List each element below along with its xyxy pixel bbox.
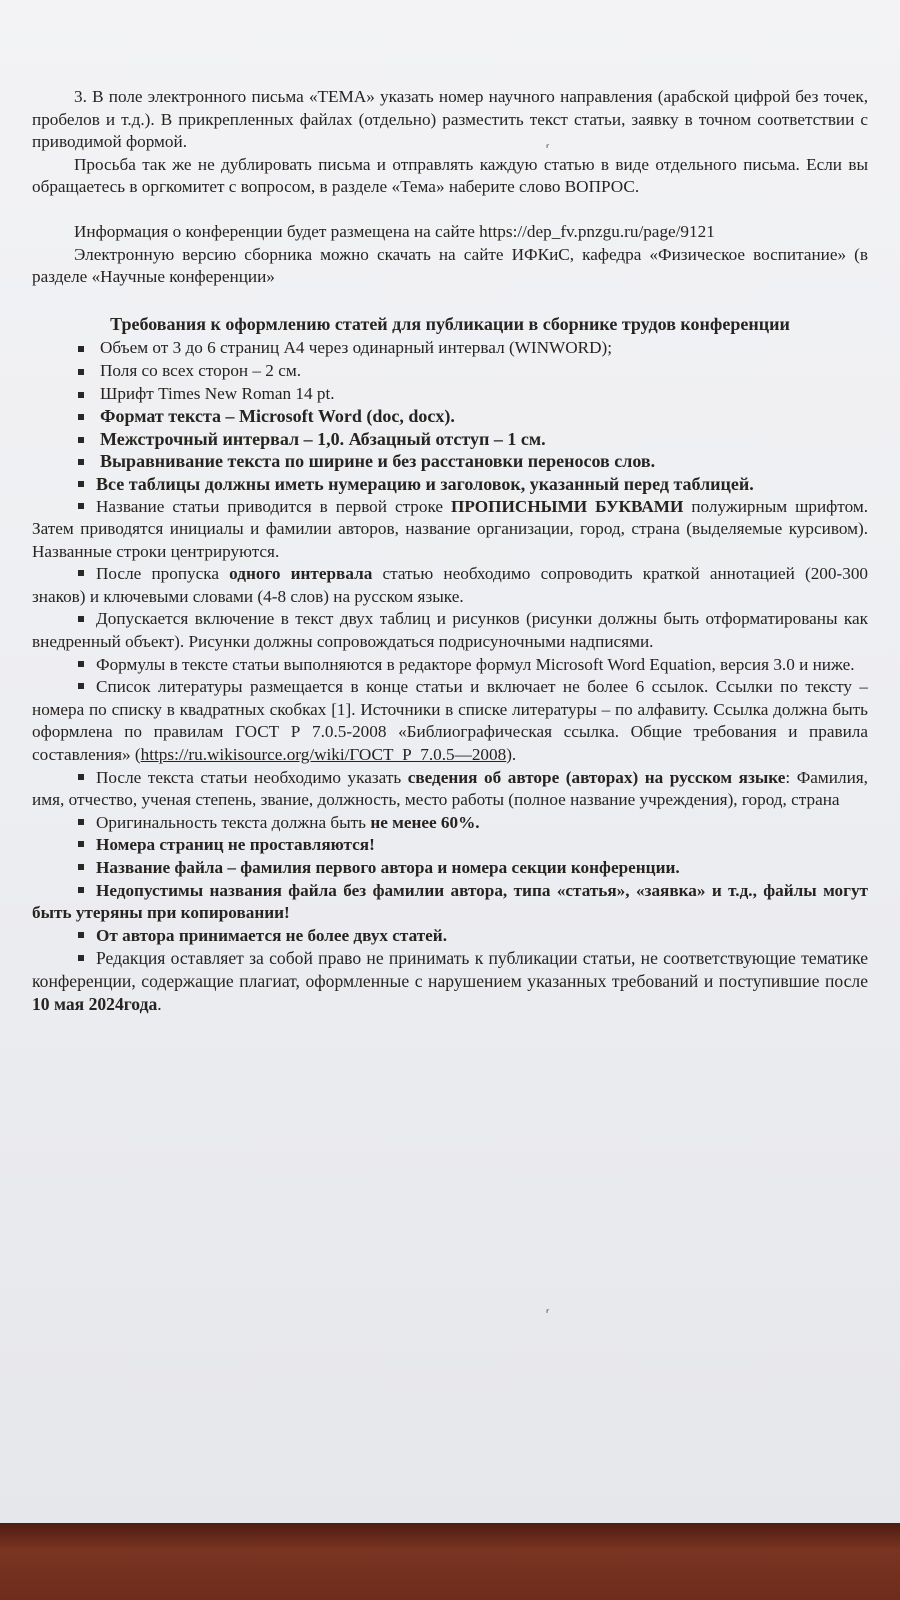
bullet-icon xyxy=(78,369,84,375)
bullet-icon xyxy=(78,503,84,509)
list-item-text: Межстрочный интервал – 1,0. Абзацный отступ – 1 см. xyxy=(100,428,546,449)
list-item xyxy=(32,450,868,473)
list-item-text: Все таблицы должны иметь нумерацию и заголовок, указанный перед таблицей. xyxy=(96,473,754,494)
list-item-text: Объем от 3 до 6 страниц А4 через одинарный интервал (WINWORD); xyxy=(100,338,613,358)
list-item-text: Формулы в тексте статьи выполняются в редакторе формул Microsoft Word Equation, версия 3.0 и ниже. xyxy=(96,654,855,674)
list-item: Название статьи приводится в первой строке ПРОПИСНЫМИ БУКВАМИ полужирным шрифтом. Затем приводятся инициалы и фамилии авторов, название организации, город, страна (выделяемые курсивом). Названные строки центрируются. xyxy=(32,496,869,561)
bullet-icon xyxy=(78,887,84,893)
bullet-icon xyxy=(78,819,84,825)
bullet-icon xyxy=(78,841,84,847)
bullet-icon xyxy=(78,616,84,622)
bullet-icon xyxy=(78,955,84,961)
bullet-icon xyxy=(78,683,84,689)
bullet-icon xyxy=(78,661,84,667)
list-item: Редакция оставляет за собой право не принимать к публикации статьи, не соответствующие тематике конференции, содержащие плагиат, оформленные с нарушением указанных требований и поступившие после 10 мая 2024года. xyxy=(32,948,868,1014)
list-item: После текста статьи необходимо указать сведения об авторе (авторах) на русском языке: Фамилия, имя, отчество, ученая степень, звание, должность, место работы (полное название учреждения), город, страна xyxy=(32,767,868,810)
list-item-text: Название файла – фамилия первого автора и номера секции конференции. xyxy=(96,858,680,877)
bullet-icon xyxy=(78,392,84,398)
list-item: Список литературы размещается в конце статьи и включает не более 6 ссылок. Ссылки по тексту – номера по списку в квадратных скобках [1]. Источники в списке литературы – по алфавиту. Ссылка должна быть оформлена по правилам ГОСТ Р 7.0.5-2008 «Библиографическая ссылка. Общие требования и правила составления» (https://ru.wikisource.org/wiki/ГОСТ_Р_7.0.5—2008). xyxy=(32,677,868,765)
list-item-text: От автора принимается не более двух статей. xyxy=(96,925,448,945)
list-item xyxy=(32,834,868,857)
bullet-icon xyxy=(78,414,84,420)
bullet-icon xyxy=(78,932,84,938)
paragraph-no-duplicates: Просьба так же не дублировать письма и отправлять каждую статью в виде отдельного письма. Если вы обращаетесь в оргкомитет с вопросом, в разделе «Тема» наберите слово ВОПРОС. xyxy=(32,154,868,197)
pen-mark: ʳ xyxy=(546,1306,550,1320)
bullet-icon xyxy=(78,864,84,870)
bullet-icon xyxy=(78,774,84,780)
list-item: Оригинальность текста должна быть не менее 60%. xyxy=(32,812,868,835)
list-item xyxy=(32,473,868,496)
list-item xyxy=(32,608,868,653)
list-item xyxy=(32,925,868,948)
bullet-icon xyxy=(78,346,84,352)
desk-surface xyxy=(0,1523,900,1600)
list-item xyxy=(32,428,868,451)
list-item-text: Недопустимы названия файла без фамилии автора, типа «статья», «заявка» и т.д., файлы могут быть утеряны при копировании! xyxy=(32,880,868,923)
list-item xyxy=(32,857,868,880)
list-item xyxy=(32,405,868,428)
bullet-icon xyxy=(78,481,84,487)
list-item-text: Номера страниц не проставляются! xyxy=(96,835,375,855)
list-item-text: Допускается включение в текст двух таблиц и рисунков (рисунки должны быть отформатированы как внедренный объект). Рисунки должны сопровождаться подрисуночными надписями. xyxy=(32,609,868,652)
list-item xyxy=(32,880,868,925)
list-item xyxy=(32,360,868,383)
paragraph-conference-site: Информация о конференции будет размещена на сайте https://dep_fv.pnzgu.ru/page/9121 xyxy=(74,221,715,241)
requirements-list xyxy=(32,337,868,1015)
document-body xyxy=(32,86,868,1015)
requirements-title: Требования к оформлению статей для публикации в сборнике трудов конференции xyxy=(110,313,790,334)
list-item-text: Формат текста – Microsoft Word (doc, docx). xyxy=(100,406,455,427)
pen-mark: ʳ xyxy=(546,141,550,155)
bullet-icon xyxy=(78,437,84,443)
gost-link[interactable]: https://ru.wikisource.org/wiki/ГОСТ_Р_7.0.5—2008 xyxy=(140,745,507,765)
list-item: После пропуска одного интервала статью необходимо сопроводить краткой аннотацией (200-300 знаков) и ключевыми словами (4-8 слов) на русском языке. xyxy=(32,564,869,606)
paragraph-email-subject: 3. В поле электронного письма «ТЕМА» указать номер научного направления (арабской цифрой без точек, пробелов и т.д.). В прикрепленных файлах (отдельно) разместить текст статьи, заявку в точном соответствии с приводимой формой. xyxy=(32,87,868,152)
list-item-text: Шрифт Times New Roman 14 pt. xyxy=(100,383,335,403)
bullet-icon xyxy=(78,459,84,465)
list-item xyxy=(32,337,868,360)
list-item xyxy=(32,383,868,406)
list-item xyxy=(32,654,868,677)
list-item-text: Выравнивание текста по ширине и без расстановки переносов слов. xyxy=(100,451,656,472)
bullet-icon xyxy=(78,570,84,576)
list-item-text: Поля со всех сторон – 2 см. xyxy=(100,360,301,380)
paragraph-electronic-version: Электронную версию сборника можно скачать на сайте ИФКиС, кафедра «Физическое воспитание» (в разделе «Научные конференции» xyxy=(32,244,868,287)
